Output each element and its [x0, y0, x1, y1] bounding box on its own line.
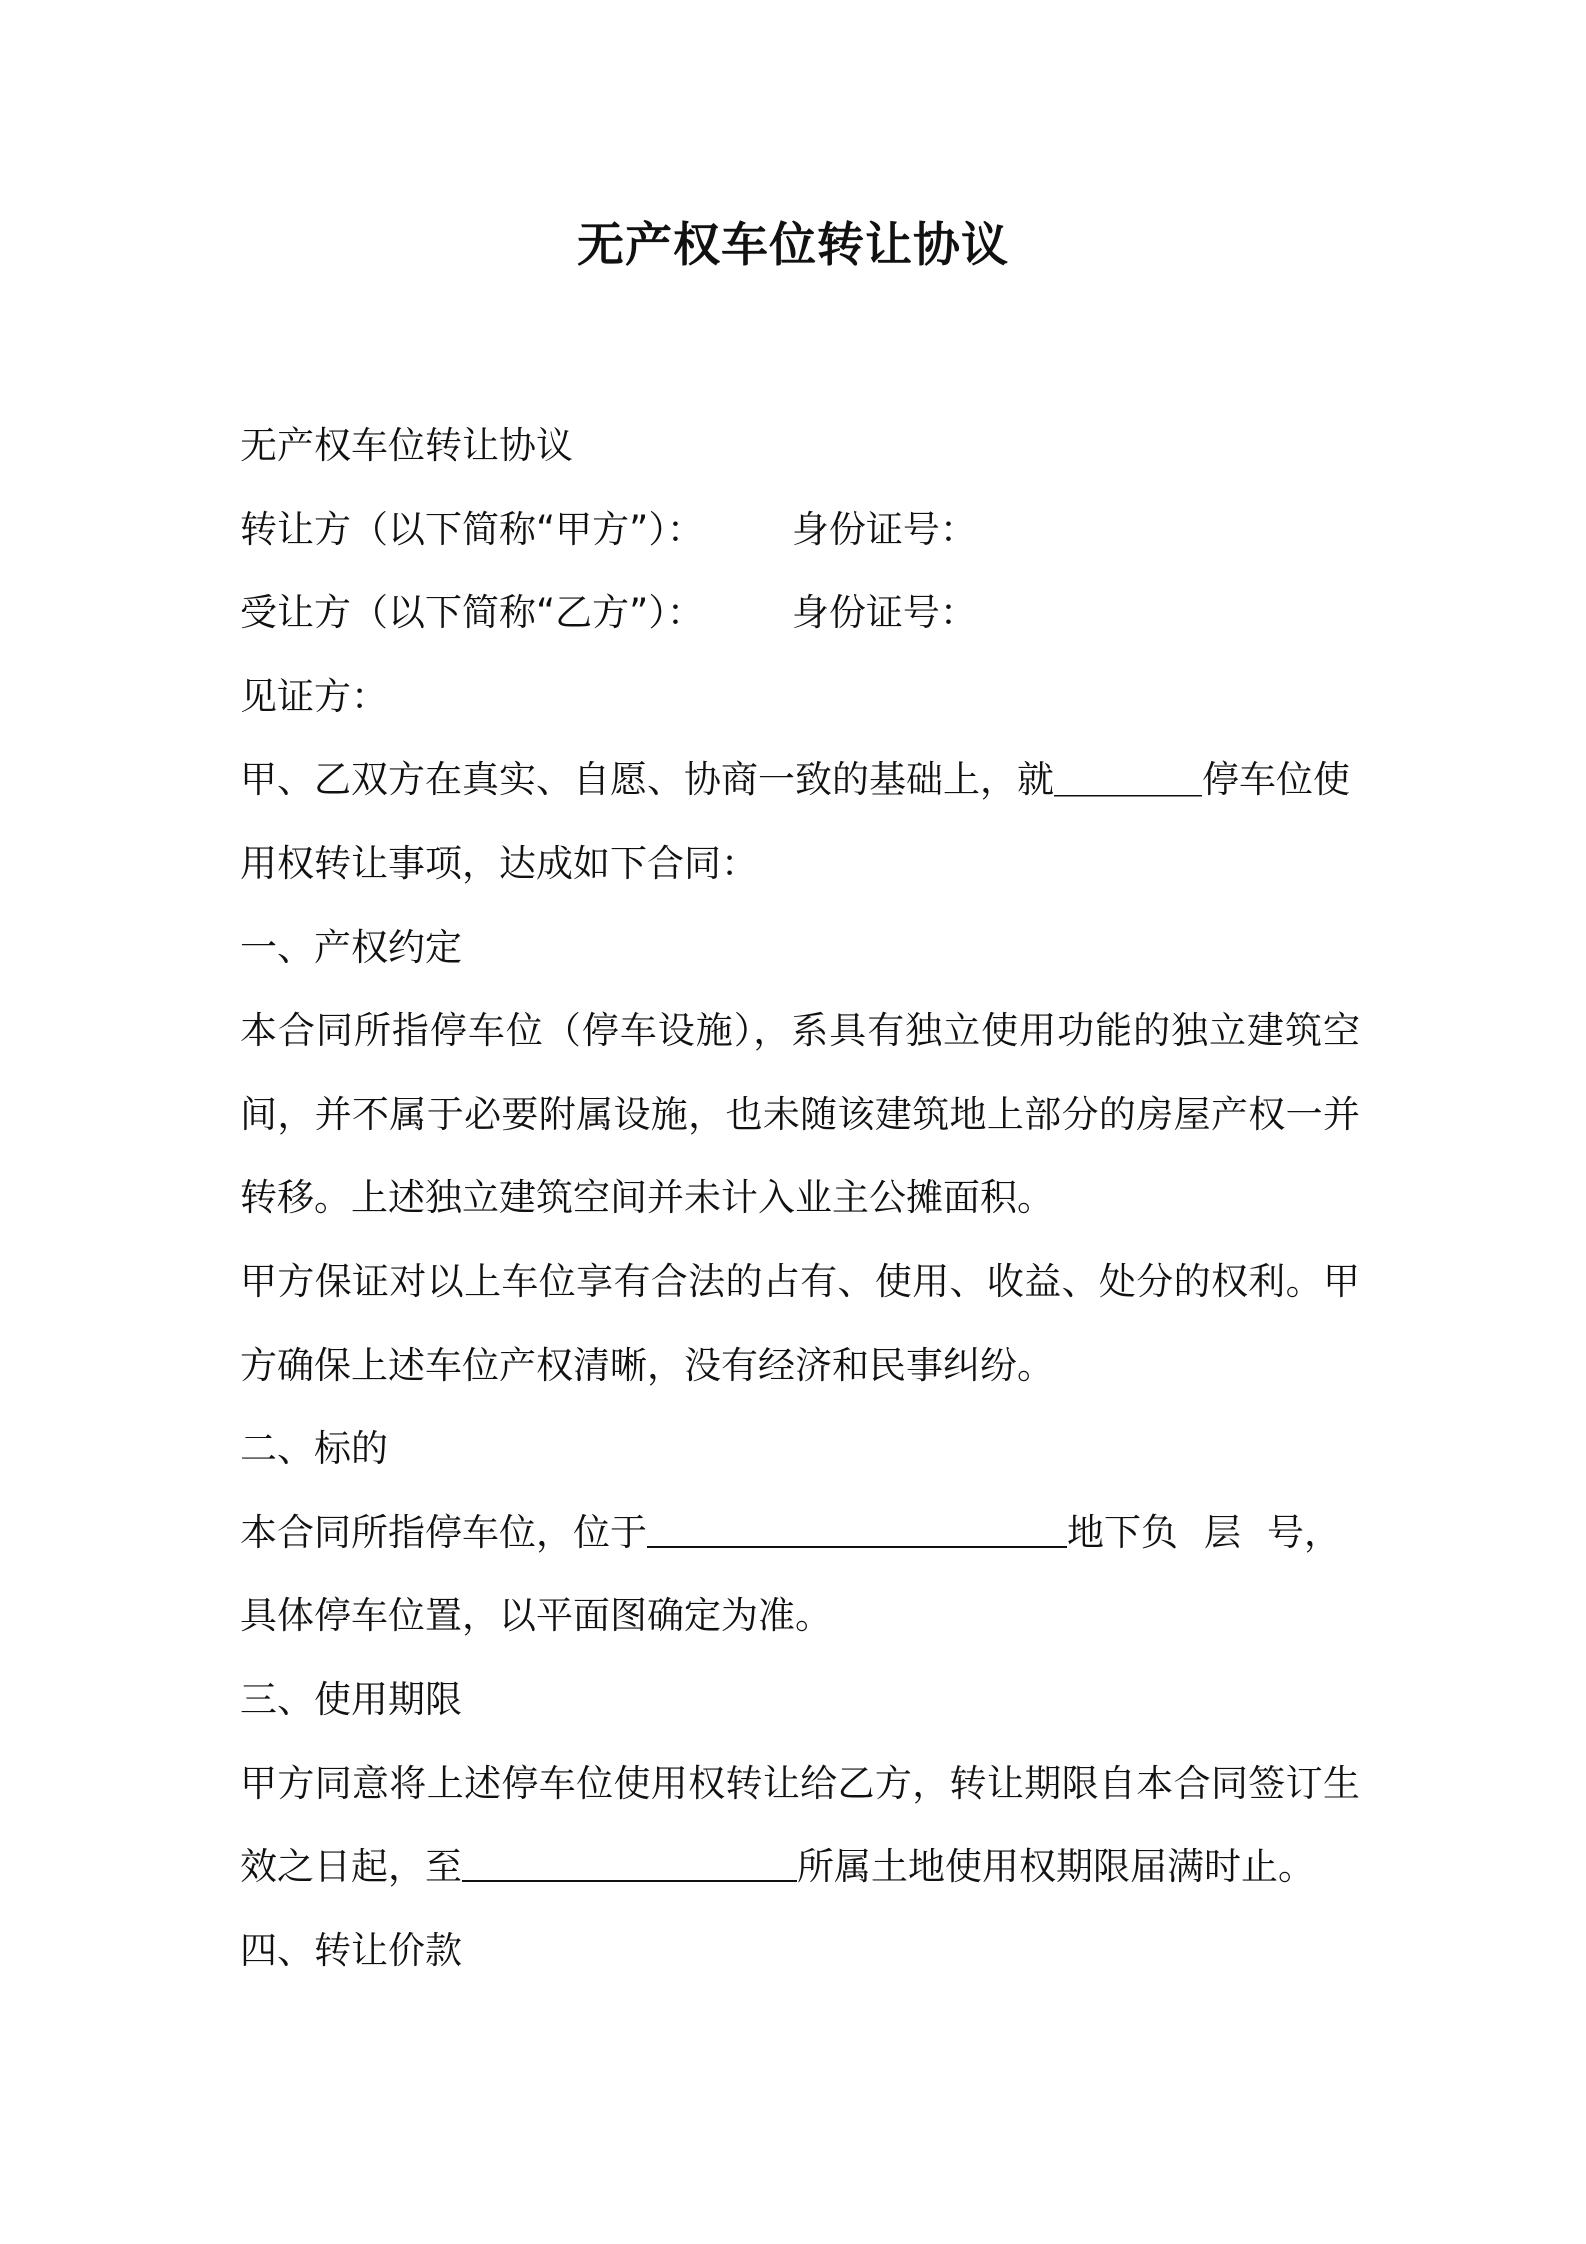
section-3-heading: 三、使用期限 — [240, 1677, 462, 1721]
transferor-label: 转让方（以下简称“甲方”）： — [240, 507, 704, 551]
intro-text-1: 甲、乙双方在真实、自愿、协商一致的基础上，就 — [240, 758, 1054, 802]
transferor-line — [240, 488, 1360, 572]
section-1-paragraph-2-line-2: 方确保上述车位产权清晰，没有经济和民事纠纷。 — [240, 1343, 1054, 1387]
section-2-heading: 二、标的 — [240, 1427, 388, 1471]
section-2-floor-label: 层 — [1204, 1510, 1241, 1554]
transferee-id-label: 身份证号： — [791, 591, 977, 635]
intro-blank: ＿＿＿＿ — [1054, 758, 1202, 802]
section-3-term-start: 效之日起，至 — [240, 1845, 462, 1889]
document-body — [240, 404, 1360, 1992]
intro-line-1 — [240, 738, 1360, 822]
section-1-paragraph-1-line-1: 本合同所指停车位（停车设施），系具有独立使用功能的独立建筑空 — [240, 1009, 1360, 1053]
section-1-paragraph-1-line-2: 间，并不属于必要附属设施，也未随该建筑地上部分的房屋产权一并 — [240, 1092, 1360, 1136]
section-2-line-1 — [240, 1491, 1360, 1575]
intro-text-2: 停车位使 — [1202, 758, 1350, 802]
transferee-line — [240, 571, 1360, 655]
heading-repeat: 无产权车位转让协议 — [240, 424, 573, 467]
section-2-line-2: 具体停车位置，以平面图确定为准。 — [240, 1594, 832, 1638]
section-3-line-2 — [240, 1825, 1360, 1909]
document-title: 无产权车位转让协议 — [577, 218, 1009, 273]
section-2-location-label: 本合同所指停车位，位于 — [240, 1510, 647, 1554]
section-4-heading: 四、转让价款 — [240, 1928, 462, 1972]
intro-line-2: 用权转让事项，达成如下合同： — [240, 841, 758, 885]
location-blank-line — [647, 1509, 1067, 1548]
section-1-paragraph-2-line-1: 甲方保证对以上车位享有合法的占有、使用、收益、处分的权利。甲 — [240, 1259, 1360, 1303]
section-3-line-1: 甲方同意将上述停车位使用权转让给乙方，转让期限自本合同签订生 — [240, 1761, 1360, 1805]
section-1-paragraph-1-line-3: 转移。上述独立建筑空间并未计入业主公摊面积。 — [240, 1176, 1054, 1220]
section-1-heading: 一、产权约定 — [240, 925, 462, 969]
witness-line: 见证方： — [240, 674, 388, 718]
section-2-number-label: 号， — [1267, 1510, 1341, 1554]
transferee-label: 受让方（以下简称“乙方”）： — [240, 591, 704, 635]
term-blank-line — [462, 1843, 797, 1882]
section-3-term-end: 所属土地使用权期限届满时止。 — [797, 1845, 1315, 1889]
transferor-id-label: 身份证号： — [791, 507, 977, 551]
section-2-basement-label: 地下负 — [1067, 1510, 1178, 1554]
